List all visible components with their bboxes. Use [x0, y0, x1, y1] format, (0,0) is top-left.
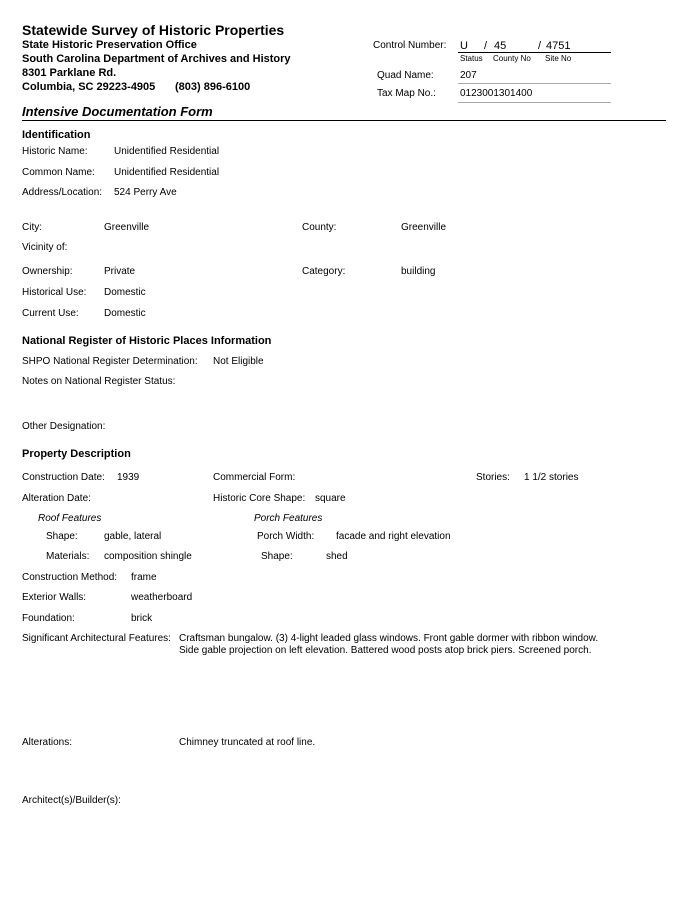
- control-number-label: Control Number:: [373, 40, 447, 51]
- porch-features-heading: Porch Features: [254, 513, 323, 524]
- city-label: City:: [22, 222, 42, 233]
- control-status: U: [460, 40, 468, 52]
- alterations-label: Alterations:: [22, 737, 73, 748]
- county-label: County:: [302, 222, 337, 233]
- phone-number: (803) 896-6100: [175, 81, 251, 93]
- foundation-label: Foundation:: [22, 613, 75, 624]
- roof-materials-value: composition shingle: [104, 551, 192, 562]
- porch-shape-value: shed: [326, 551, 348, 562]
- architectural-features-value: Craftsman bungalow. (3) 4-light leaded glass windows. Front gable dormer with ribbon window. Side gable projection on left elevation. Battered wood posts atop brick piers. Screened porch.: [179, 633, 599, 656]
- porch-width-label: Porch Width:: [257, 531, 315, 542]
- construction-method-value: frame: [131, 572, 157, 583]
- city-value: Greenville: [104, 222, 150, 233]
- title-rule: [22, 120, 666, 121]
- alteration-date-label: Alteration Date:: [22, 493, 91, 504]
- tax-map-value: 0123001301400: [460, 88, 533, 99]
- commercial-form-label: Commercial Form:: [213, 472, 296, 483]
- alterations-value: Chimney truncated at roof line.: [179, 737, 316, 748]
- control-sep-1: /: [484, 40, 488, 52]
- roof-shape-label: Shape:: [46, 531, 78, 542]
- department-name: South Carolina Department of Archives and History: [22, 53, 291, 65]
- construction-date-label: Construction Date:: [22, 472, 105, 483]
- core-shape-label: Historic Core Shape:: [213, 493, 306, 504]
- office-name: State Historic Preservation Office: [22, 39, 197, 51]
- control-county-no: 45: [494, 40, 507, 52]
- roof-shape-value: gable, lateral: [104, 531, 162, 542]
- control-number-underline: [458, 52, 611, 53]
- address-value: 524 Perry Ave: [114, 187, 177, 198]
- historic-name-value: Unidentified Residential: [114, 146, 220, 157]
- architect-builder-label: Architect(s)/Builder(s):: [22, 795, 121, 806]
- address-label: Address/Location:: [22, 187, 103, 198]
- roof-materials-label: Materials:: [46, 551, 90, 562]
- property-description-heading: Property Description: [22, 448, 131, 460]
- exterior-walls-value: weatherboard: [131, 592, 193, 603]
- current-use-label: Current Use:: [22, 308, 79, 319]
- common-name-value: Unidentified Residential: [114, 167, 220, 178]
- foundation-value: brick: [131, 613, 153, 624]
- county-value: Greenville: [401, 222, 447, 233]
- city-zip: Columbia, SC 29223-4905: [22, 81, 156, 93]
- control-county-caption: County No: [493, 54, 531, 63]
- national-register-heading: National Register of Historic Places Information: [22, 335, 272, 347]
- common-name-label: Common Name:: [22, 167, 95, 178]
- roof-features-heading: Roof Features: [38, 513, 102, 524]
- vicinity-label: Vicinity of:: [22, 242, 68, 253]
- historic-name-label: Historic Name:: [22, 146, 88, 157]
- nr-determination-value: Not Eligible: [213, 356, 264, 367]
- control-sep-2: /: [538, 40, 542, 52]
- nr-determination-label: SHPO National Register Determination:: [22, 356, 198, 367]
- category-value: building: [401, 266, 436, 277]
- control-site-no: 4751: [546, 40, 571, 52]
- control-status-caption: Status: [460, 54, 483, 63]
- current-use-value: Domestic: [104, 308, 146, 319]
- porch-shape-label: Shape:: [261, 551, 293, 562]
- construction-date-value: 1939: [117, 472, 140, 483]
- tax-map-label: Tax Map No.:: [377, 88, 436, 99]
- architectural-features-label: Significant Architectural Features:: [22, 633, 171, 644]
- stories-value: 1 1/2 stories: [524, 472, 579, 483]
- survey-title: Statewide Survey of Historic Properties: [22, 22, 285, 38]
- nr-notes-label: Notes on National Register Status:: [22, 376, 176, 387]
- other-designation-label: Other Designation:: [22, 421, 106, 432]
- exterior-walls-label: Exterior Walls:: [22, 592, 87, 603]
- quad-name-value: 207: [460, 70, 477, 81]
- street-address: 8301 Parklane Rd.: [22, 67, 117, 79]
- historical-use-value: Domestic: [104, 287, 146, 298]
- tax-map-underline: [458, 102, 611, 103]
- historical-use-label: Historical Use:: [22, 287, 87, 298]
- porch-width-value: facade and right elevation: [336, 531, 451, 542]
- form-title: Intensive Documentation Form: [22, 104, 213, 119]
- quad-name-label: Quad Name:: [377, 70, 434, 81]
- identification-heading: Identification: [22, 129, 91, 141]
- construction-method-label: Construction Method:: [22, 572, 118, 583]
- control-site-caption: Site No: [545, 54, 572, 63]
- core-shape-value: square: [315, 493, 346, 504]
- stories-label: Stories:: [476, 472, 510, 483]
- category-label: Category:: [302, 266, 346, 277]
- quad-name-underline: [458, 83, 611, 84]
- ownership-value: Private: [104, 266, 136, 277]
- ownership-label: Ownership:: [22, 266, 73, 277]
